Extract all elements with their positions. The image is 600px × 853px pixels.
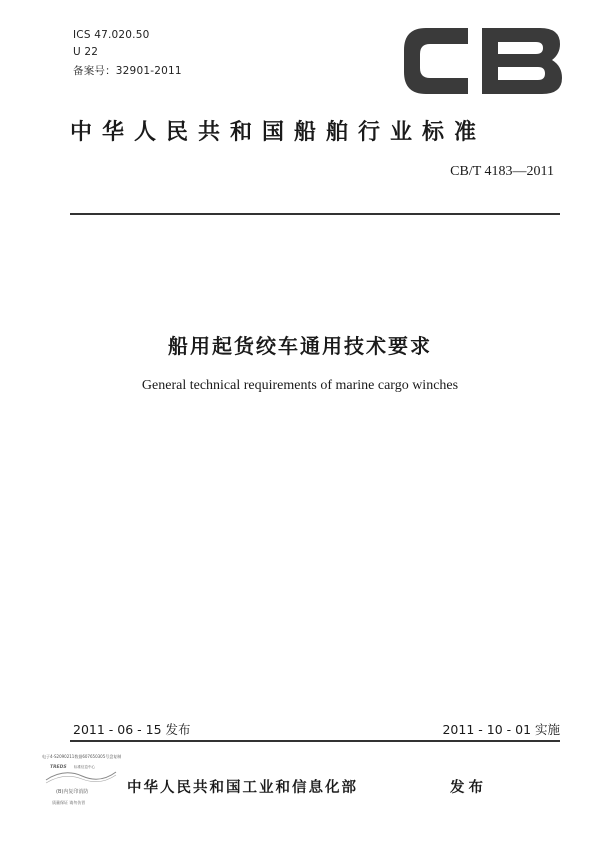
stamp-line3: (B)内复印消防 bbox=[56, 789, 89, 795]
title-chinese: 船用起货绞车通用技术要求 bbox=[168, 334, 432, 358]
implementation-date: 2011 - 10 - 01 实施 bbox=[442, 722, 560, 737]
stamp-line2: 标准信息中心 bbox=[74, 765, 95, 769]
publish-label: 发布 bbox=[450, 780, 487, 796]
stamp-brand: TREDS bbox=[50, 765, 67, 770]
filing-number: 备案号：32901-2011 bbox=[73, 65, 182, 77]
anti-counterfeit-stamp bbox=[42, 754, 120, 816]
bottom-divider bbox=[70, 740, 560, 742]
issue-date: 2011 - 06 - 15 发布 bbox=[73, 722, 191, 737]
top-divider bbox=[70, 213, 560, 215]
cb-logo bbox=[398, 22, 568, 100]
stamp-line1: 电子4-S2090211数据607650305号盘复制 bbox=[42, 754, 122, 759]
standard-category: 中华人民共和国船舶行业标准 bbox=[70, 120, 487, 145]
publisher: 中华人民共和国工业和信息化部 bbox=[127, 780, 358, 796]
stamp-line4: 质量保证 请勿仿冒 bbox=[52, 800, 86, 805]
ics-code: ICS 47.020.50 bbox=[73, 29, 150, 41]
standard-number: CB/T 4183—2011 bbox=[450, 164, 554, 179]
title-english: General technical requirements of marine cargo winches bbox=[141, 378, 459, 393]
ccs-code: U 22 bbox=[73, 46, 99, 58]
